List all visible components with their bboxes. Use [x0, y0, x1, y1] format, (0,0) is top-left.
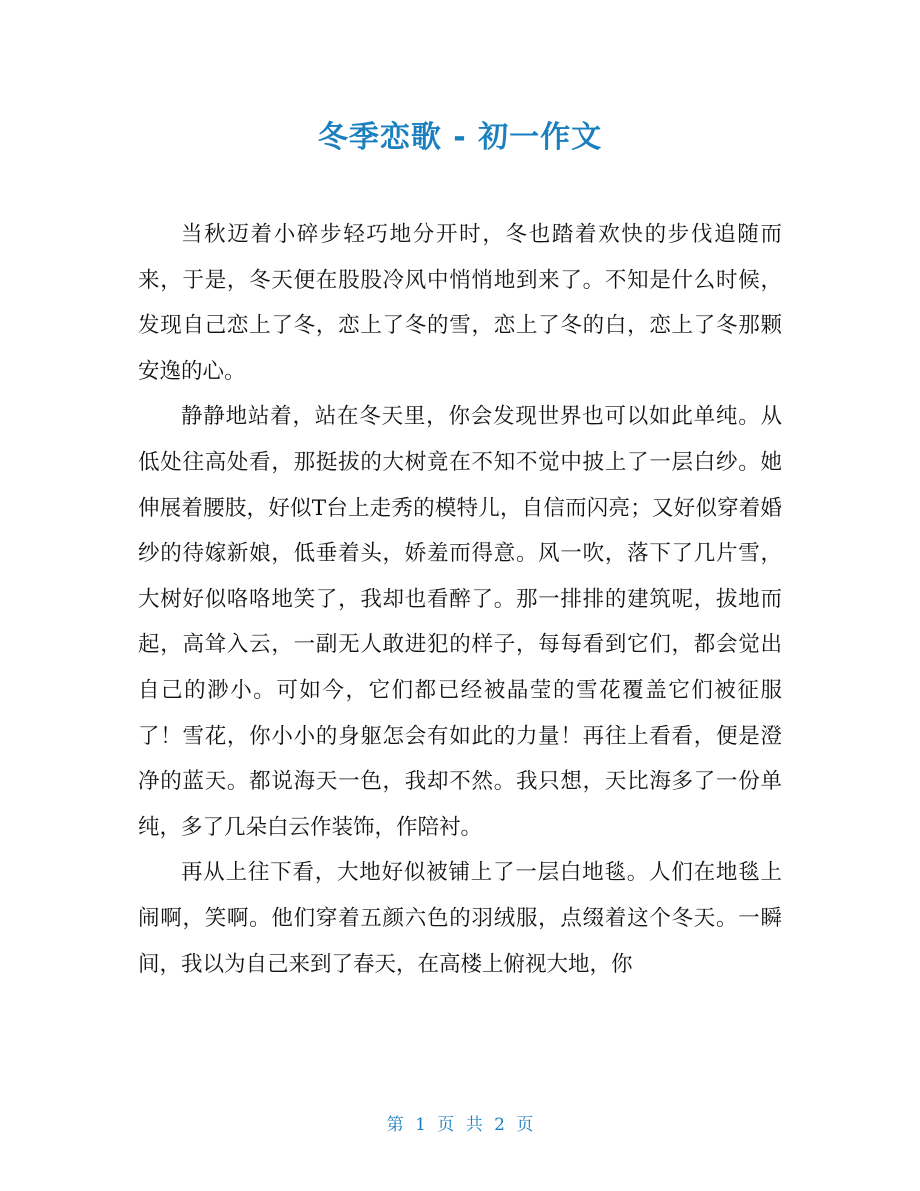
document-title: 冬季恋歌 - 初一作文: [317, 120, 603, 155]
paragraph-3: 再从上往下看，大地好似被铺上了一层白地毯。人们在地毯上闹啊，笑啊。他们穿着五颜六色的羽绒服，点缀着这个冬天。一瞬间，我以为自己来到了春天，在高楼上俯视大地，你: [138, 860, 782, 977]
page-number-footer: 第 1 页 共 2 页: [386, 1115, 534, 1135]
paragraph-1: 当秋迈着小碎步轻巧地分开时，冬也踏着欢快的步伐追随而来，于是，冬天便在股股冷风中悄悄地到来了。不知是什么时候，发现自己恋上了冬，恋上了冬的雪，恋上了冬的白，恋上了冬那颗安逸的心。: [138, 222, 782, 384]
document-body: [138, 212, 782, 987]
paragraph-2: 静静地站着，站在冬天里，你会发现世界也可以如此单纯。从低处往高处看，那挺拔的大树竟在不知不觉中披上了一层白纱。她伸展着腰肢，好似T台上走秀的模特儿，自信而闪亮；又好似穿着婚纱的待嫁新娘，低垂着头，娇羞而得意。风一吹，落下了几片雪，大树好似咯咯地笑了，我却也看醉了。那一排排的建筑呢，拔地而起，高耸入云，一副无人敢进犯的样子，每每看到它们，都会觉出自己的渺小。可如今，它们都已经被晶莹的雪花覆盖它们被征服了！雪花，你小小的身躯怎会有如此的力量！再往上看看，便是澄净的蓝天。都说海天一色，我却不然。我只想，天比海多了一份单纯，多了几朵白云作装饰，作陪衬。: [138, 404, 782, 840]
